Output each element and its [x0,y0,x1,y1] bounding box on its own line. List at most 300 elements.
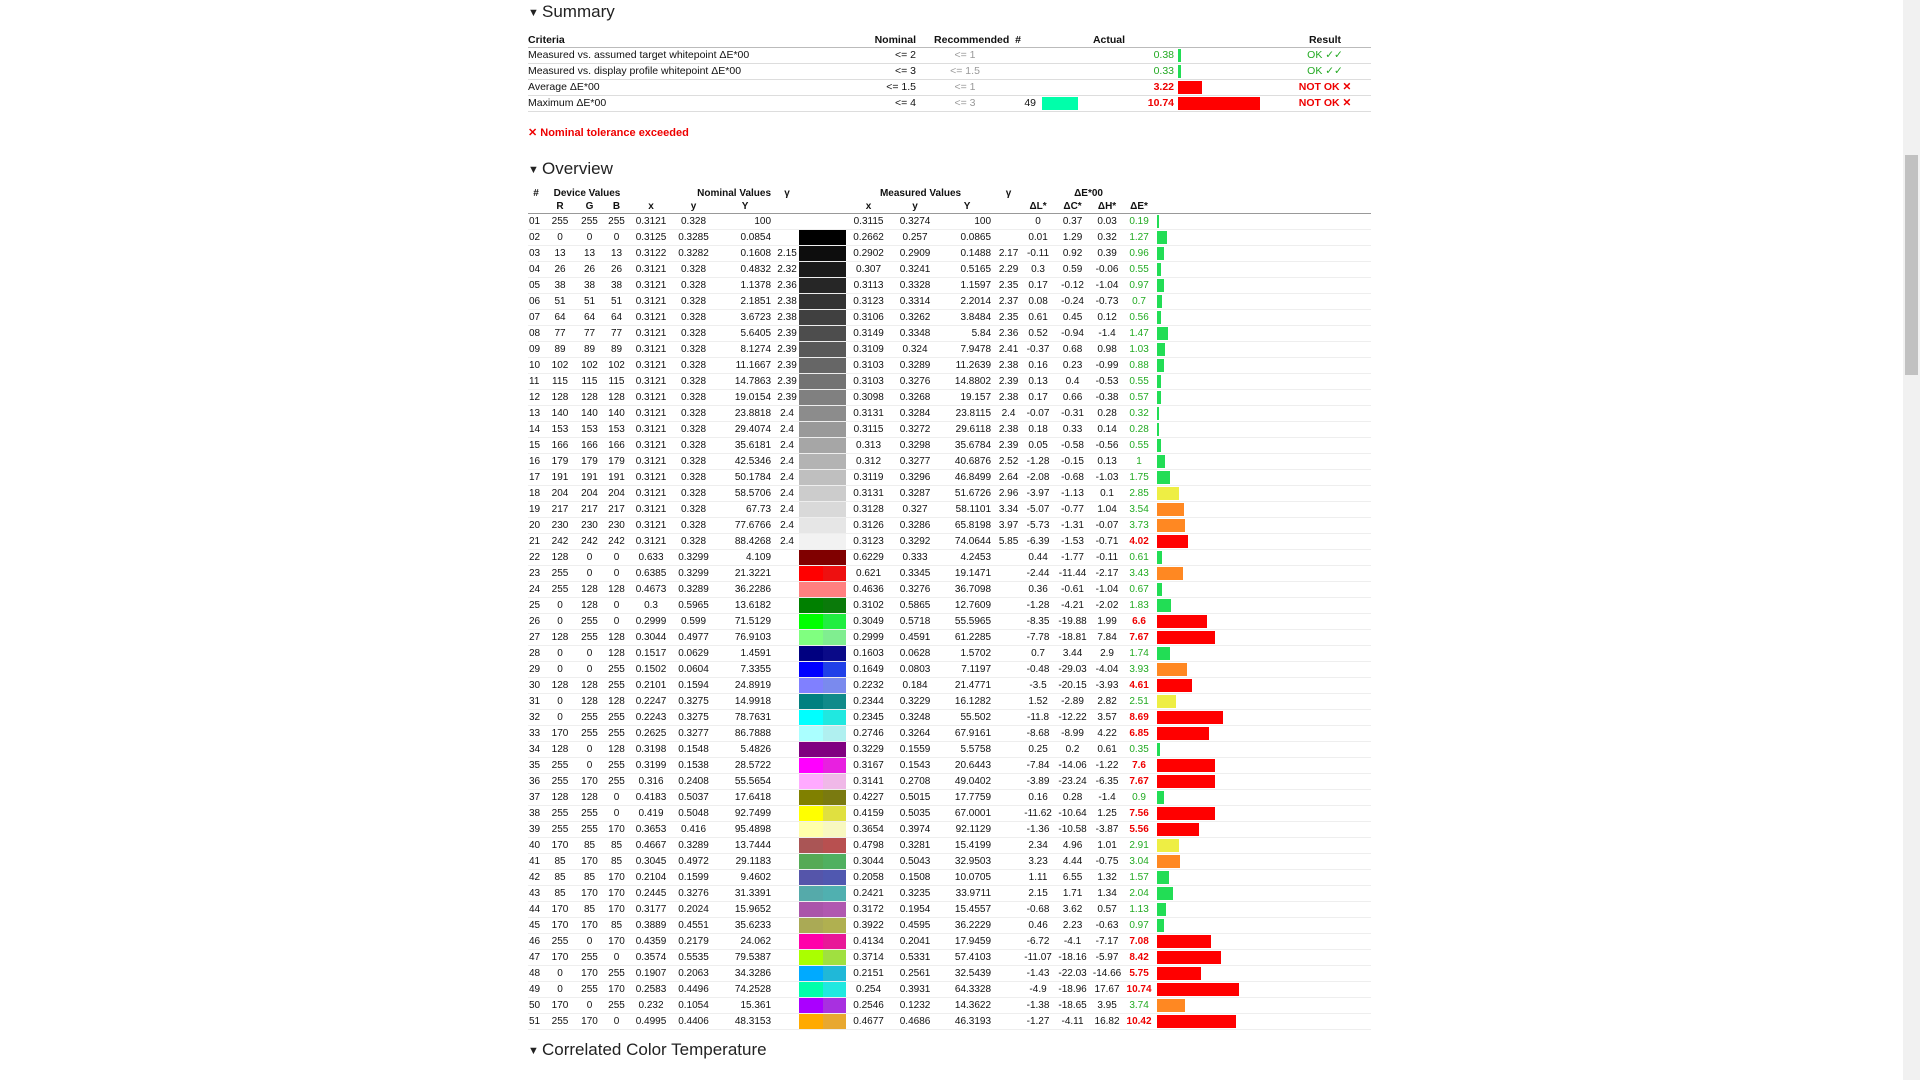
nom-x-cell: 0.4995 [630,1014,672,1030]
nom-y-cell: 0.328 [672,310,715,326]
meas-x-cell: 0.4227 [846,790,891,806]
nom-y-cell: 0.328 [672,390,715,406]
delta-h-cell: -0.53 [1091,374,1123,390]
delta-e-bar-cell [1155,598,1371,614]
patch-swatch [799,310,846,326]
dev-r-cell: 0 [544,966,576,982]
overview-group-header-row [528,187,1371,200]
meas-x-cell: 0.2345 [846,710,891,726]
patch-swatch [799,214,846,230]
patch-swatch [799,646,846,662]
table-row [528,902,1371,918]
table-row [528,854,1371,870]
nom-Y-cell: 15.361 [715,998,775,1014]
patch-swatch [799,278,846,294]
nom-x-cell: 0.3121 [630,534,672,550]
delta-l-cell: -8.35 [1022,614,1054,630]
measured-swatch [823,230,847,246]
nom-gamma-cell: 2.4 [775,534,799,550]
nom-Y-cell: 34.3286 [715,966,775,982]
meas-x-cell: 0.4636 [846,582,891,598]
delta-e-bar [1157,871,1169,884]
delta-e-bar [1157,503,1184,516]
nominal-values-header: Nominal Values [697,188,772,199]
nom-y-cell: 0.4977 [672,630,715,646]
patch-swatch [799,726,846,742]
nom-gamma-cell: 2.4 [775,518,799,534]
delta-e-bar [1157,935,1211,948]
meas-y-cell: 0.2561 [891,966,939,982]
table-row [528,806,1371,822]
dev-r-cell: 0 [544,646,576,662]
summary-heading[interactable]: ▼ Summary [528,0,1371,24]
delta-e-bar [1157,439,1161,452]
nom-x-cell: 0.3121 [630,358,672,374]
delta-c-cell: -0.68 [1054,470,1091,486]
summary-row [528,96,1371,112]
delta-h-cell: 0.03 [1091,214,1123,230]
criteria-cell: Maximum ΔE*00 [528,96,790,112]
patch-num-cell: 07 [528,310,544,326]
meas-y-cell: 0.1508 [891,870,939,886]
measured-swatch [823,214,847,230]
dev-r-cell: 26 [544,262,576,278]
actual-bar-cell [1178,96,1279,112]
meas-y-cell: 0.3262 [891,310,939,326]
delta-e-bar-cell [1155,646,1371,662]
patch-num-cell: 33 [528,726,544,742]
nominal-swatch [799,870,823,886]
patch-swatch [799,822,846,838]
meas-y-cell: 0.3328 [891,278,939,294]
delta-l-cell: 2.34 [1022,838,1054,854]
collapse-triangle-icon: ▼ [528,1045,539,1057]
delta-e-bar [1157,343,1165,356]
meas-y-cell: 0.3974 [891,822,939,838]
nom-gamma-cell [775,950,799,966]
dev-g-cell: 0 [576,662,603,678]
meas-y-cell: 0.5043 [891,854,939,870]
nom-x-cell: 0.3121 [630,310,672,326]
delta-e-bar-cell [1155,214,1371,230]
dev-g-cell: 255 [576,630,603,646]
measured-values-header: Measured Values [879,188,962,199]
meas-gamma-cell [995,230,1022,246]
table-row [528,966,1371,982]
measured-swatch [823,678,847,694]
meas-y-cell: 0.3229 [891,694,939,710]
meas-x-cell: 0.3106 [846,310,891,326]
nom-Y-cell: 50.1784 [715,470,775,486]
meas-x-cell: 0.254 [846,982,891,998]
delta-h-cell: -2.02 [1091,598,1123,614]
nominal-swatch [799,406,823,422]
nom-x-cell: 0.4359 [630,934,672,950]
meas-gamma-cell: 2.37 [995,294,1022,310]
nom-Y-cell: 29.4074 [715,422,775,438]
delta-l-cell: 0.25 [1022,742,1054,758]
delta-h-cell: -0.06 [1091,262,1123,278]
nom-Y-cell: 35.6233 [715,918,775,934]
meas-y-cell: 0.3931 [891,982,939,998]
device-values-header: Device Values [553,188,621,199]
meas-Y-cell: 15.4199 [939,838,995,854]
delta-e-bar-cell [1155,502,1371,518]
nom-x-cell: 0.4183 [630,790,672,806]
delta-c-cell: -20.15 [1054,678,1091,694]
patch-num-cell: 35 [528,758,544,774]
nom-y-cell: 0.4496 [672,982,715,998]
meas-x-cell: 0.3113 [846,278,891,294]
delta-h-cell: 2.9 [1091,646,1123,662]
patch-swatch [799,326,846,342]
delta-h-cell: -0.56 [1091,438,1123,454]
dev-r-cell: 255 [544,1014,576,1030]
recommended-cell: <= 1.5 [934,64,996,80]
table-row [528,550,1371,566]
meas-y-cell: 0.3276 [891,582,939,598]
delta-c-cell: -1.77 [1054,550,1091,566]
table-row [528,230,1371,246]
meas-Y-cell: 67.9161 [939,726,995,742]
nom-gamma-cell [775,902,799,918]
delta-e-bar-cell [1155,566,1371,582]
result-cell: NOT OK ✕ [1279,96,1371,112]
nominal-header: Nominal [790,34,934,48]
worst-patch-swatch-cell [1040,96,1080,112]
nominal-swatch [799,470,823,486]
delta-e-cell: 1.75 [1123,470,1155,486]
delta-e-bar [1157,375,1161,388]
patch-num-cell: 46 [528,934,544,950]
table-row [528,758,1371,774]
dev-g-cell: 255 [576,710,603,726]
delta-h-cell: 0.98 [1091,342,1123,358]
table-row [528,518,1371,534]
meas-gamma-cell: 2.29 [995,262,1022,278]
patch-swatch [799,342,846,358]
nominal-swatch [799,902,823,918]
delta-c-cell: 0.28 [1054,790,1091,806]
table-row [528,678,1371,694]
delta-l-cell: -7.84 [1022,758,1054,774]
nom-x-cell: 0.3 [630,598,672,614]
delta-c-cell: -14.06 [1054,758,1091,774]
measured-swatch [823,934,847,950]
nom-gamma-cell: 2.4 [775,502,799,518]
delta-h-cell: 3.95 [1091,998,1123,1014]
nom-x-cell: 0.3121 [630,326,672,342]
dev-g-cell: 85 [576,902,603,918]
delta-c-cell: -18.65 [1054,998,1091,1014]
dev-r-cell: 0 [544,710,576,726]
delta-h-cell: 0.61 [1091,742,1123,758]
delta-l-cell: -1.43 [1022,966,1054,982]
meas-gamma-cell [995,902,1022,918]
patch-num-cell: 45 [528,918,544,934]
g-header: G [576,200,603,214]
meas-Y-cell: 1.1597 [939,278,995,294]
table-row [528,838,1371,854]
nom-y-cell: 0.2179 [672,934,715,950]
measured-swatch [823,982,847,998]
nom-gamma-cell [775,822,799,838]
patch-swatch [799,534,846,550]
delta-c-cell: 0.92 [1054,246,1091,262]
dev-b-cell: 26 [603,262,630,278]
meas-x-cell: 0.312 [846,454,891,470]
actual-header: Actual [1040,34,1178,48]
nominal-swatch [799,710,823,726]
meas-y-cell: 0.2041 [891,934,939,950]
nom-y-cell: 0.4972 [672,854,715,870]
meas-Y-cell: 17.7759 [939,790,995,806]
delta-e-bar-cell [1155,614,1371,630]
dev-r-cell: 13 [544,246,576,262]
patch-swatch [799,902,846,918]
dev-g-cell: 89 [576,342,603,358]
delta-e-bar-cell [1155,454,1371,470]
dev-b-cell: 217 [603,502,630,518]
patch-swatch [799,262,846,278]
dev-b-cell: 128 [603,582,630,598]
nom-Y-cell: 24.062 [715,934,775,950]
table-row [528,406,1371,422]
delta-h-cell: -1.04 [1091,582,1123,598]
delta-e-cell: 0.32 [1123,406,1155,422]
nom-x-cell: 0.3121 [630,502,672,518]
scrollbar-thumb[interactable] [1905,155,1918,375]
meas-x-cell: 0.3654 [846,822,891,838]
actual-bar-cell [1178,64,1279,80]
delta-h-cell: -1.03 [1091,470,1123,486]
measured-swatch [823,566,847,582]
nom-y-cell: 0.3282 [672,246,715,262]
dev-r-cell: 128 [544,630,576,646]
recommended-cell: <= 1 [934,48,996,64]
dev-g-cell: 179 [576,454,603,470]
meas-x-cell: 0.3123 [846,534,891,550]
result-header: Result [1279,34,1371,48]
meas-Y-cell: 0.5165 [939,262,995,278]
recommended-cell: <= 1 [934,80,996,96]
meas-Y-cell: 32.9503 [939,854,995,870]
meas-x-cell: 0.2151 [846,966,891,982]
patch-num-cell: 23 [528,566,544,582]
cct-heading[interactable]: ▼ Correlated Color Temperature [528,1038,1371,1062]
nom-gamma-cell: 2.39 [775,358,799,374]
delta-c-cell: -23.24 [1054,774,1091,790]
patch-num-cell: 51 [528,1014,544,1030]
patch-num-cell: 02 [528,230,544,246]
delta-h-cell: -0.63 [1091,918,1123,934]
delta-e-bar [1157,967,1201,980]
delta-e-cell: 0.57 [1123,390,1155,406]
patch-swatch [799,630,846,646]
nominal-swatch [799,886,823,902]
delta-l-cell: -8.68 [1022,726,1054,742]
nominal-swatch [799,262,823,278]
delta-l-cell: -1.36 [1022,822,1054,838]
dev-b-cell: 128 [603,390,630,406]
nom-Y-cell: 77.6766 [715,518,775,534]
meas-gamma-cell [995,550,1022,566]
patch-num-cell: 06 [528,294,544,310]
meas-Y-cell: 4.2453 [939,550,995,566]
nom-y-cell: 0.328 [672,278,715,294]
patch-num-cell: 32 [528,710,544,726]
nom-Y-cell: 48.3153 [715,1014,775,1030]
dev-g-cell: 255 [576,822,603,838]
dev-b-cell: 128 [603,694,630,710]
delta-l-cell: 3.23 [1022,854,1054,870]
meas-x-cell: 0.3141 [846,774,891,790]
patch-num-cell: 42 [528,870,544,886]
nom-Y-cell: 5.6405 [715,326,775,342]
meas-gamma-cell [995,1014,1022,1030]
meas-x-cell: 0.3229 [846,742,891,758]
nom-y-cell: 0.328 [672,406,715,422]
nom-gamma-cell: 2.4 [775,406,799,422]
meas-gamma-cell [995,966,1022,982]
delta-h-cell: 0.13 [1091,454,1123,470]
nom-x-cell: 0.2625 [630,726,672,742]
delta-h-cell: 0.14 [1091,422,1123,438]
delta-h-cell: 1.99 [1091,614,1123,630]
delta-h-cell: 0.32 [1091,230,1123,246]
dev-g-cell: 166 [576,438,603,454]
page-scrollbar[interactable] [1903,0,1920,1080]
meas-Y-cell: 55.5965 [939,614,995,630]
dev-r-cell: 255 [544,214,576,230]
dev-r-cell: 230 [544,518,576,534]
dev-b-cell: 230 [603,518,630,534]
nom-x-cell: 0.3045 [630,854,672,870]
dev-b-cell: 255 [603,966,630,982]
nominal-swatch [799,438,823,454]
nominal-swatch [799,998,823,1014]
delta-e-bar-cell [1155,550,1371,566]
nom-gamma-cell: 2.4 [775,470,799,486]
delta-e-bar [1157,551,1162,564]
delta-c-cell: -29.03 [1054,662,1091,678]
nominal-swatch [799,454,823,470]
dev-b-cell: 170 [603,870,630,886]
delta-e-bar-cell [1155,438,1371,454]
table-row [528,1014,1371,1030]
delta-l-cell: -2.08 [1022,470,1054,486]
dev-b-cell: 170 [603,982,630,998]
nom-Y-cell: 19.0154 [715,390,775,406]
delta-e-cell: 5.56 [1123,822,1155,838]
dev-g-cell: 242 [576,534,603,550]
table-row [528,662,1371,678]
nom-gamma-cell: 2.4 [775,438,799,454]
meas-Y-cell: 12.7609 [939,598,995,614]
meas-gamma-cell [995,214,1022,230]
delta-h-cell: 0.57 [1091,902,1123,918]
nom-gamma-cell [775,582,799,598]
measured-swatch [823,454,847,470]
meas-y-cell: 0.3264 [891,726,939,742]
dev-r-cell: 255 [544,774,576,790]
delta-e-bar [1157,471,1170,484]
nom-Y-cell: 7.3355 [715,662,775,678]
patch-swatch [799,870,846,886]
delta-e-cell: 0.97 [1123,278,1155,294]
meas-Y-cell: 14.3622 [939,998,995,1014]
dev-b-cell: 13 [603,246,630,262]
meas-Y-cell: 0.0865 [939,230,995,246]
actual-bar-cell [1178,80,1279,96]
dev-g-cell: 0 [576,758,603,774]
delta-e-cell: 4.02 [1123,534,1155,550]
nom-y-cell: 0.3299 [672,550,715,566]
dev-g-cell: 170 [576,854,603,870]
overview-heading[interactable]: ▼ Overview [528,157,1371,181]
criteria-cell: Measured vs. display profile whitepoint ΔE*00 [528,64,790,80]
nom-gamma-cell [775,982,799,998]
meas-x-cell: 0.3167 [846,758,891,774]
delta-e-bar [1157,631,1215,644]
dev-b-cell: 51 [603,294,630,310]
meas-y-cell: 0.0628 [891,646,939,662]
delta-c-cell: -19.88 [1054,614,1091,630]
patch-swatch [799,758,846,774]
measured-swatch [823,726,847,742]
nominal-swatch [799,854,823,870]
delta-e-bar [1157,855,1180,868]
nominal-swatch [799,966,823,982]
delta-l-cell: 0.17 [1022,390,1054,406]
nom-y-cell: 0.416 [672,822,715,838]
meas-x-cell: 0.4159 [846,806,891,822]
nom-gamma-cell: 2.4 [775,454,799,470]
meas-Y-cell: 46.3193 [939,1014,995,1030]
measured-swatch [823,550,847,566]
nom-gamma-cell: 2.32 [775,262,799,278]
nominal-swatch [799,918,823,934]
delta-c-cell: 0.68 [1054,342,1091,358]
nom-y-cell: 0.3285 [672,230,715,246]
nom-Y-cell: 17.6418 [715,790,775,806]
dev-r-cell: 170 [544,902,576,918]
delta-c-cell: -10.64 [1054,806,1091,822]
table-row [528,470,1371,486]
delta-l-cell: -5.73 [1022,518,1054,534]
nom-y-cell: 0.328 [672,262,715,278]
meas-y-cell: 0.3276 [891,374,939,390]
meas-y-cell: 0.4595 [891,918,939,934]
delta-e-cell: 3.04 [1123,854,1155,870]
delta-e-bar-cell [1155,838,1371,854]
dev-r-cell: 170 [544,950,576,966]
actual-bar [1178,81,1202,94]
patch-swatch [799,950,846,966]
patch-swatch [799,710,846,726]
nom-y-cell: 0.328 [672,438,715,454]
dev-r-cell: 255 [544,758,576,774]
nom-y-cell: 0.599 [672,614,715,630]
meas-x-cell: 0.2746 [846,726,891,742]
meas-y-cell: 0.4591 [891,630,939,646]
delta-h-cell: 1.25 [1091,806,1123,822]
delta-c-cell: 0.2 [1054,742,1091,758]
meas-gamma-cell: 2.96 [995,486,1022,502]
dev-r-cell: 128 [544,678,576,694]
table-row [528,342,1371,358]
actual-cell: 0.38 [1080,48,1178,64]
